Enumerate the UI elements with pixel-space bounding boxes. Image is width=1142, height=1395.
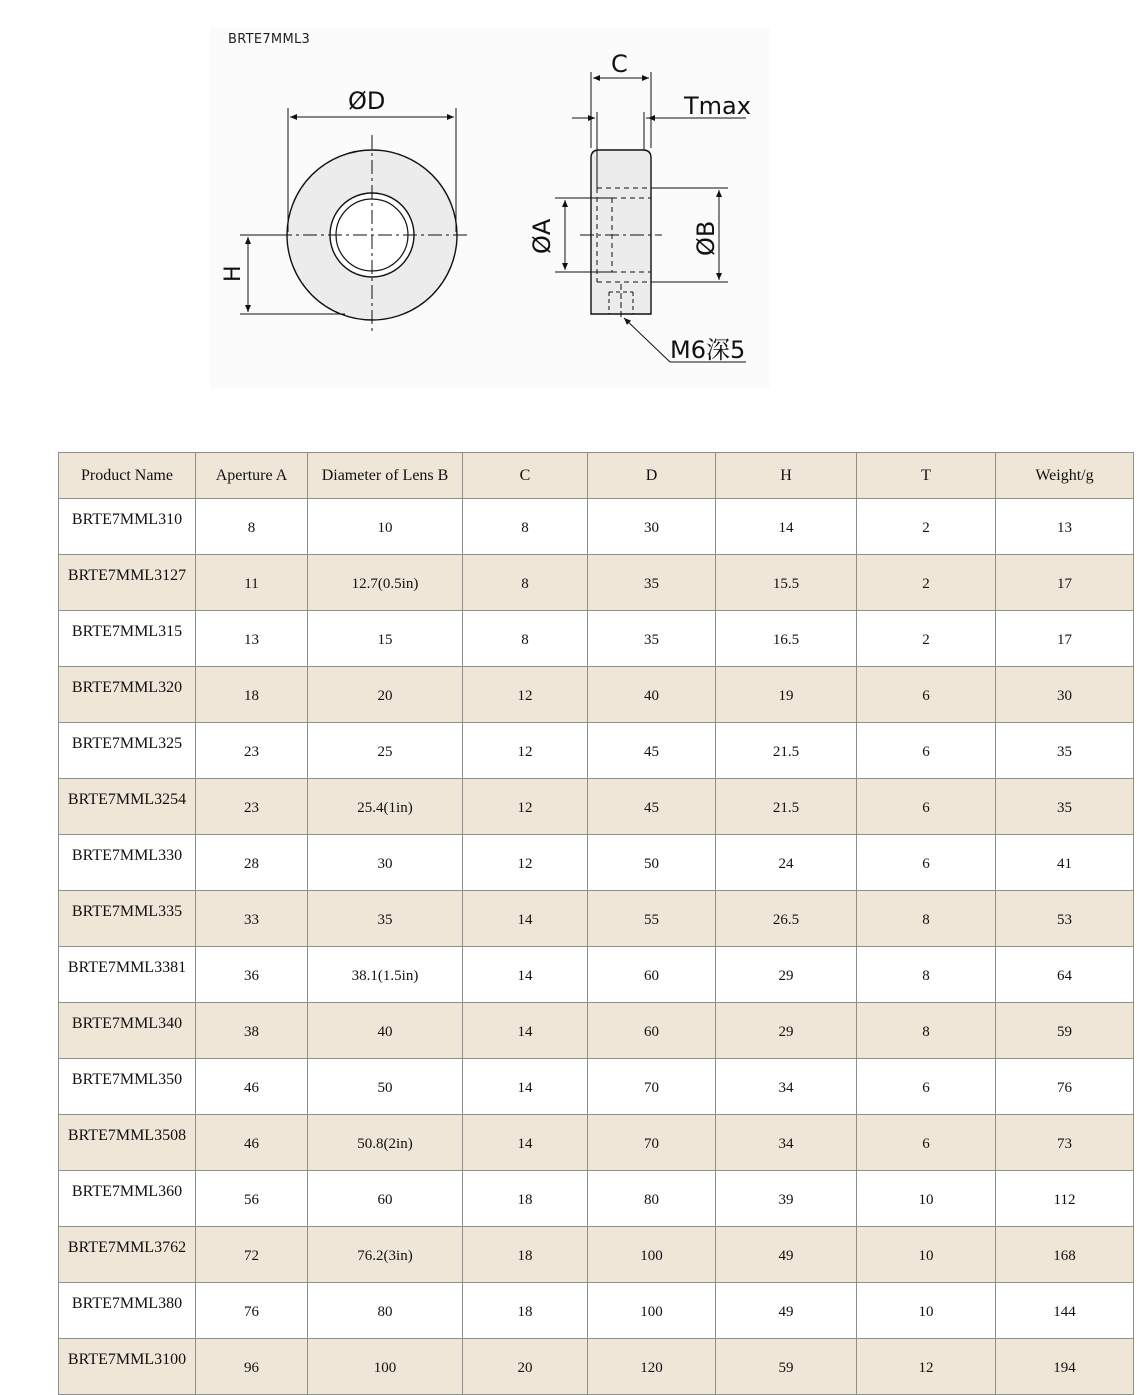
table-cell: 30: [996, 667, 1134, 723]
table-cell: 56: [196, 1171, 308, 1227]
product-name-cell: BRTE7MML3762: [59, 1227, 196, 1283]
table-row: [59, 611, 1134, 667]
label-width: C: [611, 50, 628, 78]
table-cell: 30: [588, 499, 716, 555]
table-cell: 14: [716, 499, 857, 555]
table-cell: 64: [996, 947, 1134, 1003]
table-cell: 35: [588, 611, 716, 667]
header-c: C: [463, 453, 588, 499]
table-cell: 6: [857, 779, 996, 835]
product-name-cell: BRTE7MML380: [59, 1283, 196, 1339]
product-name-cell: BRTE7MML3100: [59, 1339, 196, 1395]
header-weight: Weight/g: [996, 453, 1134, 499]
table-cell: 14: [463, 1003, 588, 1059]
table-cell: 24: [716, 835, 857, 891]
table-cell: 50.8(2in): [308, 1115, 463, 1171]
table-cell: 38: [196, 1003, 308, 1059]
product-name-cell: BRTE7MML320: [59, 667, 196, 723]
table-cell: 29: [716, 1003, 857, 1059]
table-cell: 6: [857, 835, 996, 891]
table-cell: 53: [996, 891, 1134, 947]
table-cell: 18: [463, 1171, 588, 1227]
table-cell: 80: [588, 1171, 716, 1227]
table-cell: 8: [857, 947, 996, 1003]
table-cell: 6: [857, 667, 996, 723]
header-t: T: [857, 453, 996, 499]
table-cell: 30: [308, 835, 463, 891]
table-cell: 14: [463, 1059, 588, 1115]
table-cell: 10: [857, 1227, 996, 1283]
table-cell: 28: [196, 835, 308, 891]
label-lens-diameter: ØB: [692, 220, 720, 256]
table-cell: 112: [996, 1171, 1134, 1227]
table-cell: 194: [996, 1339, 1134, 1395]
table-cell: 25.4(1in): [308, 779, 463, 835]
table-row: [59, 891, 1134, 947]
table-cell: 8: [196, 499, 308, 555]
table-cell: 36: [196, 947, 308, 1003]
table-cell: 18: [196, 667, 308, 723]
table-cell: 49: [716, 1283, 857, 1339]
table-cell: 40: [588, 667, 716, 723]
table-cell: 2: [857, 499, 996, 555]
label-aperture: ØA: [528, 218, 556, 254]
table-cell: 76: [996, 1059, 1134, 1115]
table-cell: 10: [857, 1171, 996, 1227]
table-cell: 40: [308, 1003, 463, 1059]
table-cell: 50: [308, 1059, 463, 1115]
header-aperture-a: Aperture A: [196, 453, 308, 499]
table-cell: 12.7(0.5in): [308, 555, 463, 611]
table-cell: 46: [196, 1059, 308, 1115]
product-name-cell: BRTE7MML3254: [59, 779, 196, 835]
table-cell: 144: [996, 1283, 1134, 1339]
table-cell: 60: [588, 1003, 716, 1059]
table-cell: 19: [716, 667, 857, 723]
table-cell: 20: [308, 667, 463, 723]
table-cell: 38.1(1.5in): [308, 947, 463, 1003]
table-row: [59, 723, 1134, 779]
table-cell: 8: [463, 555, 588, 611]
table-cell: 10: [308, 499, 463, 555]
table-cell: 76: [196, 1283, 308, 1339]
table-cell: 35: [588, 555, 716, 611]
table-cell: 14: [463, 891, 588, 947]
table-cell: 35: [996, 779, 1134, 835]
table-cell: 12: [463, 667, 588, 723]
table-row: [59, 1339, 1134, 1395]
table-cell: 60: [588, 947, 716, 1003]
table-row: [59, 1059, 1134, 1115]
table-row: [59, 1227, 1134, 1283]
header-product-name: Product Name: [59, 453, 196, 499]
table-cell: 17: [996, 611, 1134, 667]
table-cell: 59: [996, 1003, 1134, 1059]
table-row: [59, 779, 1134, 835]
table-row: [59, 1115, 1134, 1171]
table-cell: 18: [463, 1227, 588, 1283]
table-cell: 34: [716, 1059, 857, 1115]
table-cell: 21.5: [716, 779, 857, 835]
screw-leader: [624, 318, 670, 362]
drawing-title: BRTE7MML3: [228, 32, 311, 47]
label-outer-diameter: ØD: [348, 87, 386, 115]
product-name-cell: BRTE7MML360: [59, 1171, 196, 1227]
table-cell: 25: [308, 723, 463, 779]
table-cell: 12: [463, 779, 588, 835]
product-name-cell: BRTE7MML315: [59, 611, 196, 667]
table-cell: 73: [996, 1115, 1134, 1171]
table-cell: 15.5: [716, 555, 857, 611]
table-cell: 8: [857, 891, 996, 947]
product-name-cell: BRTE7MML310: [59, 499, 196, 555]
table-cell: 21.5: [716, 723, 857, 779]
table-row: [59, 667, 1134, 723]
product-name-cell: BRTE7MML330: [59, 835, 196, 891]
table-cell: 34: [716, 1115, 857, 1171]
table-cell: 49: [716, 1227, 857, 1283]
product-name-cell: BRTE7MML3508: [59, 1115, 196, 1171]
table-cell: 14: [463, 1115, 588, 1171]
table-cell: 10: [857, 1283, 996, 1339]
product-name-cell: BRTE7MML3381: [59, 947, 196, 1003]
table-cell: 70: [588, 1115, 716, 1171]
table-row: [59, 499, 1134, 555]
table-cell: 45: [588, 779, 716, 835]
table-cell: 46: [196, 1115, 308, 1171]
table-cell: 13: [996, 499, 1134, 555]
product-name-cell: BRTE7MML350: [59, 1059, 196, 1115]
table-cell: 11: [196, 555, 308, 611]
table-cell: 60: [308, 1171, 463, 1227]
table-cell: 6: [857, 1115, 996, 1171]
table-cell: 12: [857, 1339, 996, 1395]
table-cell: 50: [588, 835, 716, 891]
table-cell: 2: [857, 611, 996, 667]
table-cell: 45: [588, 723, 716, 779]
table-row: [59, 555, 1134, 611]
table-cell: 41: [996, 835, 1134, 891]
table-cell: 100: [308, 1339, 463, 1395]
table-cell: 55: [588, 891, 716, 947]
table-cell: 29: [716, 947, 857, 1003]
label-screw: M6深5: [670, 336, 746, 364]
table-cell: 100: [588, 1227, 716, 1283]
table-cell: 18: [463, 1283, 588, 1339]
table-cell: 76.2(3in): [308, 1227, 463, 1283]
table-row: [59, 1283, 1134, 1339]
table-cell: 8: [463, 499, 588, 555]
table-cell: 35: [308, 891, 463, 947]
table-cell: 17: [996, 555, 1134, 611]
dimension-drawing: [0, 0, 1142, 420]
table-cell: 6: [857, 1059, 996, 1115]
table-cell: 8: [463, 611, 588, 667]
table-cell: 6: [857, 723, 996, 779]
table-cell: 33: [196, 891, 308, 947]
table-cell: 12: [463, 723, 588, 779]
product-name-cell: BRTE7MML335: [59, 891, 196, 947]
table-cell: 2: [857, 555, 996, 611]
table-cell: 168: [996, 1227, 1134, 1283]
table-cell: 100: [588, 1283, 716, 1339]
table-row: [59, 1003, 1134, 1059]
label-height: H: [221, 265, 246, 282]
table-cell: 39: [716, 1171, 857, 1227]
table-cell: 72: [196, 1227, 308, 1283]
table-row: [59, 947, 1134, 1003]
table-cell: 70: [588, 1059, 716, 1115]
table-cell: 26.5: [716, 891, 857, 947]
label-thread-max: Tmax: [684, 92, 751, 120]
table-cell: 16.5: [716, 611, 857, 667]
spec-table: [58, 452, 1134, 1395]
table-cell: 14: [463, 947, 588, 1003]
table-cell: 23: [196, 779, 308, 835]
table-cell: 35: [996, 723, 1134, 779]
header-h: H: [716, 453, 857, 499]
header-d: D: [588, 453, 716, 499]
table-cell: 120: [588, 1339, 716, 1395]
table-cell: 12: [463, 835, 588, 891]
header-lens-diameter-b: Diameter of Lens B: [308, 453, 463, 499]
table-cell: 13: [196, 611, 308, 667]
table-header-row: [59, 453, 1134, 499]
table-cell: 59: [716, 1339, 857, 1395]
table-cell: 15: [308, 611, 463, 667]
table-cell: 8: [857, 1003, 996, 1059]
product-name-cell: BRTE7MML340: [59, 1003, 196, 1059]
table-row: [59, 1171, 1134, 1227]
table-cell: 23: [196, 723, 308, 779]
table-cell: 20: [463, 1339, 588, 1395]
table-cell: 80: [308, 1283, 463, 1339]
product-name-cell: BRTE7MML3127: [59, 555, 196, 611]
product-name-cell: BRTE7MML325: [59, 723, 196, 779]
table-cell: 96: [196, 1339, 308, 1395]
table-row: [59, 835, 1134, 891]
